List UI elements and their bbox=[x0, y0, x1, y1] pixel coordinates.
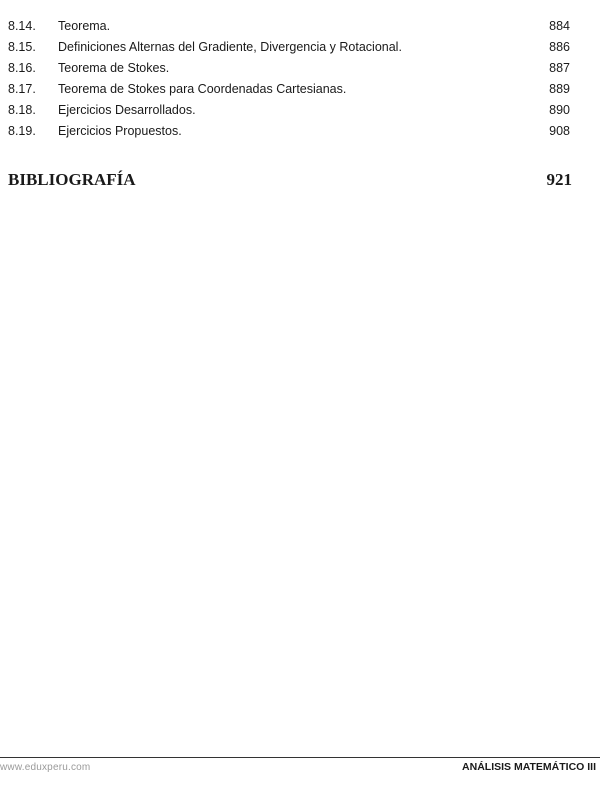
toc-entry-8-14 bbox=[0, 16, 600, 37]
toc-entry-title: Ejercicios Propuestos. bbox=[58, 124, 182, 138]
toc-entry-8-16 bbox=[0, 58, 600, 79]
toc-entry-number: 8.14. bbox=[8, 19, 36, 33]
footer-book-title: ANÁLISIS MATEMÁTICO III bbox=[462, 761, 596, 773]
toc-entry-page: 890 bbox=[549, 103, 570, 117]
toc-entry-8-15 bbox=[0, 37, 600, 58]
toc-entry-page: 889 bbox=[549, 82, 570, 96]
bibliography-title: BIBLIOGRAFÍA bbox=[8, 170, 136, 189]
toc-entry-8-17 bbox=[0, 79, 600, 100]
toc-entry-number: 8.18. bbox=[8, 103, 36, 117]
toc-entry-page: 908 bbox=[549, 124, 570, 138]
toc-entry-number: 8.17. bbox=[8, 82, 36, 96]
toc-entry-title: Teorema de Stokes para Coordenadas Cartesianas. bbox=[58, 82, 347, 96]
toc-entry-page: 886 bbox=[549, 40, 570, 54]
toc-entry-title: Ejercicios Desarrollados. bbox=[58, 103, 196, 117]
table-of-contents bbox=[0, 16, 600, 142]
toc-entry-page: 887 bbox=[549, 61, 570, 75]
toc-entry-title: Definiciones Alternas del Gradiente, Divergencia y Rotacional. bbox=[58, 40, 402, 54]
toc-entry-number: 8.19. bbox=[8, 124, 36, 138]
toc-entry-page: 884 bbox=[549, 19, 570, 33]
toc-entry-number: 8.16. bbox=[8, 61, 36, 75]
toc-entry-8-18 bbox=[0, 100, 600, 121]
bibliography-page: 921 bbox=[546, 170, 572, 189]
toc-entry-title: Teorema de Stokes. bbox=[58, 61, 170, 75]
footer-divider bbox=[0, 757, 600, 758]
toc-entry-title: Teorema. bbox=[58, 19, 111, 33]
toc-entry-number: 8.15. bbox=[8, 40, 36, 54]
bibliography-entry bbox=[0, 168, 600, 192]
footer-url: www.eduxperu.com bbox=[0, 762, 91, 773]
toc-entry-8-19 bbox=[0, 121, 600, 142]
